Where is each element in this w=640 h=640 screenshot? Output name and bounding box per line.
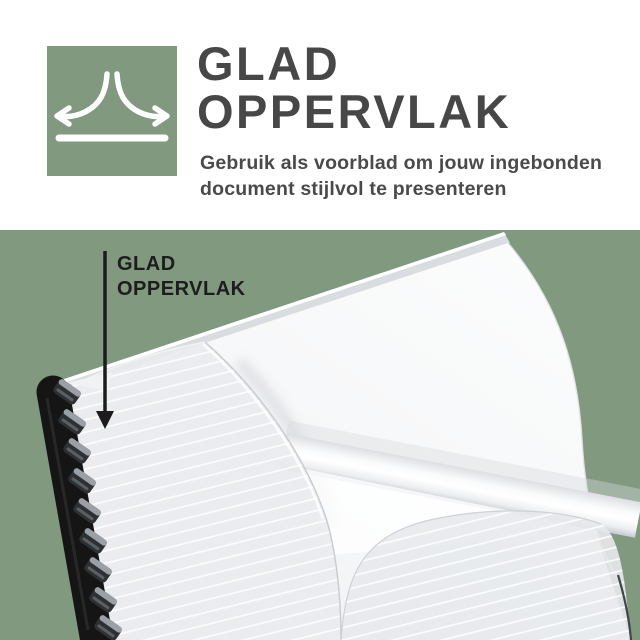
callout-label-line2: OPPERVLAK	[117, 278, 246, 300]
description-line2: document stijlvol te presenteren	[200, 178, 507, 200]
product-photo	[0, 230, 640, 640]
photo-scene	[0, 230, 640, 640]
feature-icon-tile	[47, 46, 177, 176]
headline-line2: OPPERVLAK	[197, 85, 512, 138]
callout-label	[117, 252, 246, 302]
description-line1: Gebruik als voorblad om jouw ingebonden	[200, 152, 603, 174]
headline	[197, 37, 512, 138]
callout-label-line1: GLAD	[117, 253, 176, 275]
surface-spread-arrows-icon	[47, 46, 177, 176]
feature-header	[0, 0, 640, 230]
description	[200, 150, 602, 202]
headline-line1: GLAD	[197, 37, 341, 90]
